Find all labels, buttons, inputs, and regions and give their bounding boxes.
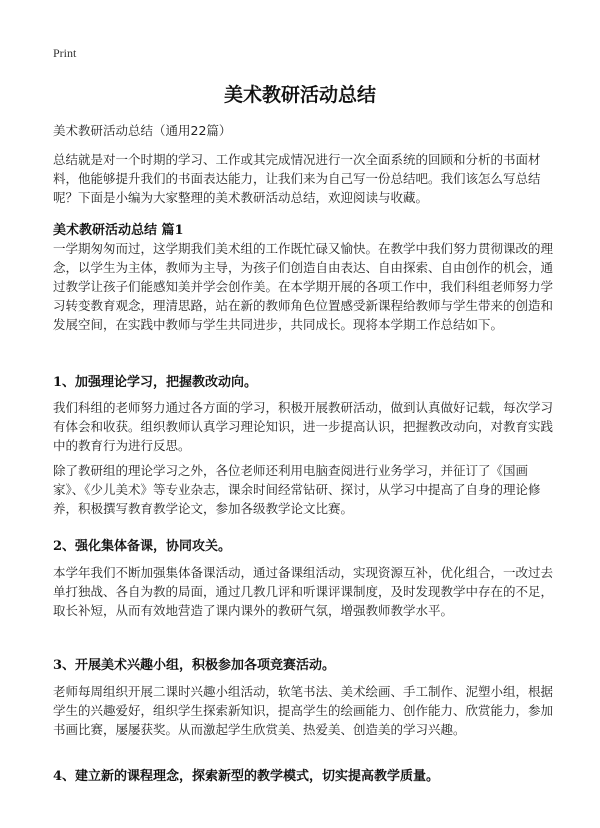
intro-paragraph: 总结就是对一个时期的学习、工作或其完成情况进行一次全面系统的回顾和分析的书面材料，他能够提升我们的书面表达能力，让我们来为自己写一份总结吧。我们该怎么写总结呢？下面是小编为大家整理的美术教研活动总结，欢迎阅读与收藏。 [53,152,541,205]
heading-4: 4、建立新的课程理念，探索新型的教学模式，切实提高教学质量。 [53,769,440,784]
paragraph-1: 一学期匆匆而过，这学期我们美术组的工作既忙碌又愉快。在教学中我们努力贯彻课改的理念，以学生为主体，教师为主导，为孩子们创造自由表达、自由探索、自由创作的机会，通过教学让孩子们能感知美并学会创作美。在本学期开展的各项工作中，我们科组老师努力学习转变教育观念，理清思路，站在新的教师角色位置感受新课程给教师与学生带来的创造和发展空间，在实践中教师与学生共同进步，共同成长。现将本学期工作总结如下。 [53,241,554,332]
paragraph-2: 我们科组的老师努力通过各方面的学习，积极开展教研活动，做到认真做好记载，每次学习有体会和收获。组织教师认真学习理论知识，进一步提高认识，把握教改动向，对教育实践中的教育行为进行反思。 [53,400,554,453]
paragraph-5: 老师每周组织开展二课时兴趣小组活动，软笔书法、美术绘画、手工制作、泥塑小组，根据学生的兴趣爱好，组织学生探索新知识，提高学生的绘画能力、创作能力、欣赏能力，参加书画比赛，屡屡获奖。从而激起学生欣赏美、热爱美、创造美的学习兴趣。 [53,684,554,737]
heading-1: 1、加强理论学习，把握教改动向。 [53,375,258,390]
document-subtitle: 美术教研活动总结（通用22篇） [53,123,232,138]
paragraph-3: 除了教研组的理论学习之外，各位老师还利用电脑查阅进行业务学习，并征订了《国画家》、《少儿美术》等专业杂志，课余时间经常钻研、探讨，从学习中提高了自身的理论修养，积极撰写教育教学论文，参加各级教学论文比赛。 [53,463,541,516]
heading-3: 3、开展美术兴趣小组，积极参加各项竞赛活动。 [53,658,336,673]
section-title: 美术教研活动总结 篇1 [53,223,184,238]
print-label: Print [53,46,77,60]
page-title: 美术教研活动总结 [223,84,376,106]
paragraph-4: 本学年我们不断加强集体备课活动，通过备课组活动，实现资源互补，优化组合，一改过去单打独战、各自为教的局面，通过几教几评和听课评课制度，及时发现教学中存在的不足，取长补短，从而有效地营造了课内课外的教研气氛，增强教师教学水平。 [53,565,554,618]
heading-2: 2、强化集体备课，协同攻关。 [53,539,232,554]
